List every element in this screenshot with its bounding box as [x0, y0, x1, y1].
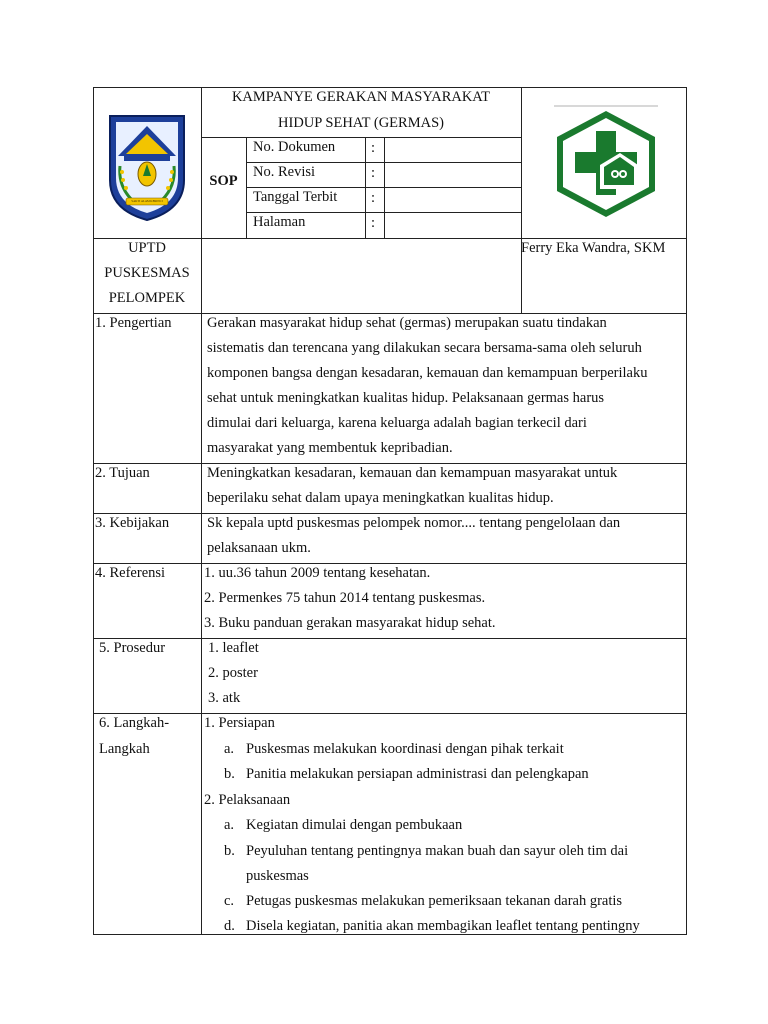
field-sep: : [371, 215, 376, 231]
langkah-item-text: Disela kegiatan, panitia akan membagikan leaflet tentang pentingny [246, 918, 640, 934]
divider [93, 638, 687, 639]
org-name-line1: UPTD [128, 240, 166, 256]
divider [201, 313, 202, 935]
langkah-group-title: 2. Pelaksanaan [204, 792, 291, 808]
regional-emblem-logo [102, 112, 192, 224]
pengertian-line: masyarakat yang membentuk kepribadian. [207, 440, 453, 456]
field-label-no-dokumen: No. Dokumen [253, 139, 336, 155]
section-label-pengertian: 1. Pengertian [95, 315, 172, 331]
pengertian-line: sistematis dan terencana yang dilakukan secara bersama-sama oleh seluruh [207, 340, 642, 356]
pengertian-line: sehat untuk meningkatkan kualitas hidup. Pelaksanaan germas harus [207, 390, 605, 406]
document-title-line1: KAMPANYE GERAKAN MASYARAKAT [231, 89, 491, 105]
pengertian-line: komponen bangsa dengan kesadaran, kemauan dan kemampuan berperilaku [207, 365, 648, 381]
org-name-line2: PUSKESMAS [104, 265, 190, 281]
document-title-line2: HIDUP SEHAT (GERMAS) [278, 115, 444, 131]
langkah-item-text: Peyuluhan tentang pentingnya makan buah dan sayur oleh tim dai [246, 843, 629, 859]
shield-icon [102, 112, 192, 224]
langkah-item-text: Kegiatan dimulai dengan pembukaan [246, 817, 463, 833]
langkah-item-text: Puskesmas melakukan koordinasi dengan pihak terkait [246, 741, 564, 757]
section-label-langkah-line1: 6. Langkah- [99, 715, 170, 731]
section-label-referensi: 4. Referensi [95, 565, 166, 581]
pengertian-line: Gerakan masyarakat hidup sehat (germas) merupakan suatu tindakan [207, 315, 607, 331]
field-label-halaman: Halaman [253, 214, 306, 230]
langkah-item-marker: b. [224, 843, 235, 859]
section-label-prosedur: 5. Prosedur [99, 640, 166, 656]
kebijakan-line: Sk kepala uptd puskesmas pelompek nomor.... tentang pengelolaan dan [207, 515, 621, 531]
langkah-item-text: Petugas puskesmas melakukan pemeriksaan tekanan darah gratis [246, 893, 623, 909]
prosedur-item: 1. leaflet [208, 640, 259, 656]
sop-label: SOP [209, 173, 238, 189]
langkah-item-marker: d. [224, 918, 235, 934]
org-name-line3: PELOMPEK [108, 290, 186, 306]
langkah-item-marker: b. [224, 766, 235, 782]
divider [521, 87, 522, 313]
section-label-kebijakan: 3. Kebijakan [95, 515, 170, 531]
referensi-item: 1. uu.36 tahun 2009 tentang kesehatan. [204, 565, 431, 581]
prosedur-item: 2. poster [208, 665, 258, 681]
section-label-tujuan: 2. Tujuan [95, 465, 150, 481]
field-sep: : [371, 140, 376, 156]
puskesmas-logo [550, 105, 662, 223]
signatory-name: Ferry Eka Wandra, SKM [521, 240, 666, 256]
langkah-group-title: 1. Persiapan [204, 715, 275, 731]
langkah-item-text: Panitia melakukan persiapan administrasi dan pelengkapan [246, 766, 589, 782]
section-label-langkah-line2: Langkah [99, 741, 150, 757]
langkah-item-marker: a. [224, 817, 235, 833]
field-label-no-revisi: No. Revisi [253, 164, 316, 180]
referensi-item: 3. Buku panduan gerakan masyarakat hidup sehat. [204, 615, 496, 631]
pengertian-line: dimulai dari keluarga, karena keluarga adalah bagian terkecil dari [207, 415, 587, 431]
tujuan-line: beperilaku sehat dalam upaya meningkatkan kualitas hidup. [207, 490, 554, 506]
field-label-tanggal-terbit: Tanggal Terbit [253, 189, 338, 205]
langkah-item-marker: c. [224, 893, 235, 909]
langkah-item-text: puskesmas [246, 868, 309, 884]
divider [201, 137, 522, 138]
tujuan-line: Meningkatkan kesadaran, kemauan dan kemampuan masyarakat untuk [207, 465, 618, 481]
divider [93, 713, 687, 714]
field-sep: : [371, 165, 376, 181]
divider [246, 137, 247, 239]
langkah-item-marker: a. [224, 741, 235, 757]
emblem-ribbon-text: SAKTI ALAM KERINCI [131, 199, 163, 203]
divider [365, 137, 366, 239]
health-cross-icon [550, 105, 662, 223]
divider [384, 137, 385, 239]
kebijakan-line: pelaksanaan ukm. [207, 540, 311, 556]
field-sep: : [371, 190, 376, 206]
prosedur-item: 3. atk [208, 690, 241, 706]
referensi-item: 2. Permenkes 75 tahun 2014 tentang puskesmas. [204, 590, 486, 606]
